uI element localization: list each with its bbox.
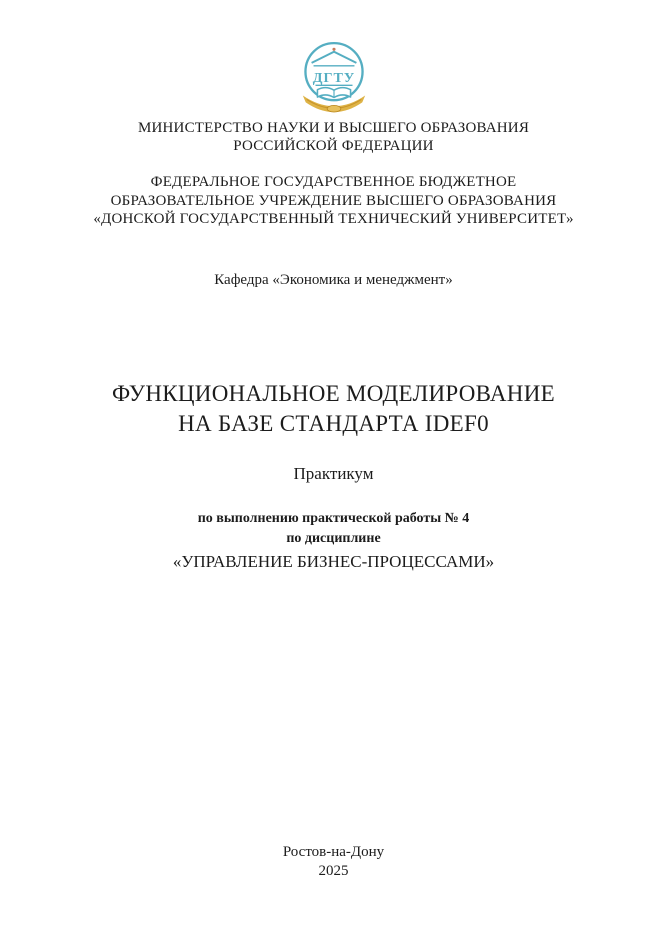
title-line-1: ФУНКЦИОНАЛЬНОЕ МОДЕЛИРОВАНИЕ (112, 380, 555, 406)
footer-block (0, 843, 667, 881)
institution-line-1: ФЕДЕРАЛЬНОЕ ГОСУДАРСТВЕННОЕ БЮДЖЕТНОЕ (150, 174, 517, 190)
institution-block (0, 173, 667, 229)
work-line-2: по дисциплине (286, 530, 381, 546)
dgtu-logo-icon (295, 40, 373, 116)
institution-line-2: ОБРАЗОВАТЕЛЬНОЕ УЧРЕЖДЕНИЕ ВЫСШЕГО ОБРАЗОВАНИЯ (110, 192, 557, 209)
ministry-block (0, 119, 667, 155)
ministry-line-2: РОССИЙСКОЙ ФЕДЕРАЦИИ (233, 138, 434, 154)
document-title (0, 379, 667, 439)
work-line-1: по выполнению практической работы № 4 (197, 510, 470, 526)
discipline-line: «УПРАВЛЕНИЕ БИЗНЕС-ПРОЦЕССАМИ» (172, 551, 495, 571)
footer-city: Ростов-на-Дону (282, 844, 385, 860)
university-logo (0, 0, 667, 116)
document-subtitle: Практикум (293, 463, 374, 483)
logo-abbr-text: ДГТУ (312, 69, 355, 86)
institution-line-3: «ДОНСКОЙ ГОСУДАРСТВЕННЫЙ ТЕХНИЧЕСКИЙ УНИВЕРСИТЕТ» (93, 211, 574, 227)
footer-year: 2025 (318, 863, 349, 879)
ministry-line-1: МИНИСТЕРСТВО НАУКИ И ВЫСШЕГО ОБРАЗОВАНИЯ (137, 120, 530, 136)
title-line-2: НА БАЗЕ СТАНДАРТА IDEF0 (178, 410, 489, 436)
department-line: Кафедра «Экономика и менеджмент» (214, 271, 453, 288)
work-info-block (0, 509, 667, 549)
